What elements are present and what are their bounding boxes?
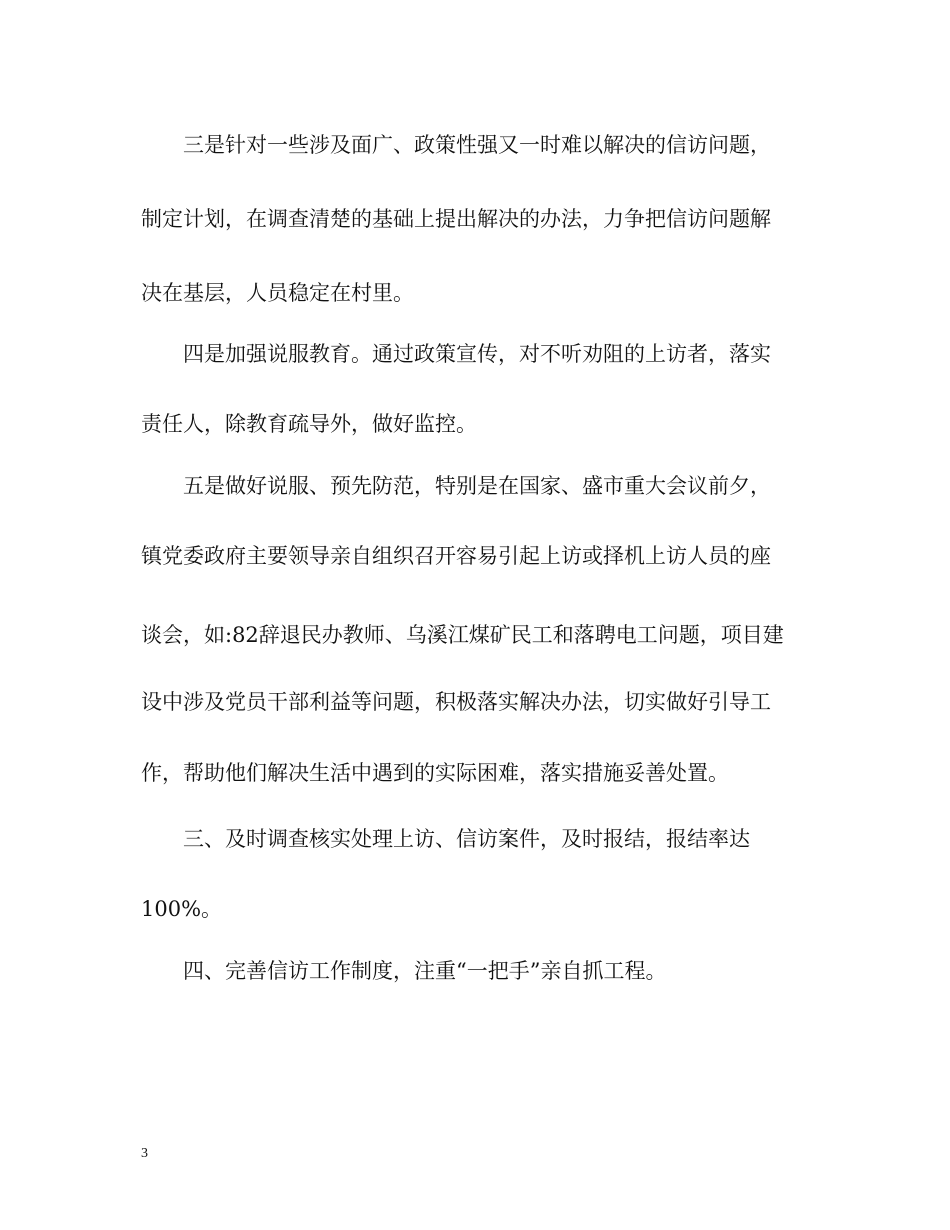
paragraph-3-line-1: 三是针对一些涉及面广、政策性强又一时难以解决的信访问题， [183,133,771,157]
section-3-line-2: 100%。 [141,897,223,921]
section-3-line-1: 三、及时调查核实处理上访、信访案件，及时报结，报结率达 [183,827,750,851]
paragraph-5-line-2: 镇党委政府主要领导亲自组织召开容易引起上访或择机上访人员的座 [141,544,771,568]
paragraph-5-line-4: 设中涉及党员干部利益等问题，积极落实解决办法，切实做好引导工 [141,690,771,714]
paragraph-4-line-2: 责任人，除教育疏导外，做好监控。 [141,412,477,436]
paragraph-3-line-3: 决在基层，人员稳定在村里。 [141,281,414,305]
paragraph-5-line-1: 五是做好说服、预先防范，特别是在国家、盛市重大会议前夕， [183,474,771,498]
paragraph-5-line-3: 谈会，如:82辞退民办教师、乌溪江煤矿民工和落聘电工问题，项目建 [141,623,784,647]
section-4-line-1: 四、完善信访工作制度，注重“一把手”亲自抓工程。 [183,959,667,983]
paragraph-4-line-1: 四是加强说服教育。通过政策宣传，对不听劝阻的上访者，落实 [183,342,771,366]
page-number: 3 [141,1146,148,1161]
paragraph-5-line-5: 作，帮助他们解决生活中遇到的实际困难，落实措施妥善处置。 [141,761,729,785]
paragraph-3-line-2: 制定计划，在调查清楚的基础上提出解决的办法，力争把信访问题解 [141,207,771,231]
